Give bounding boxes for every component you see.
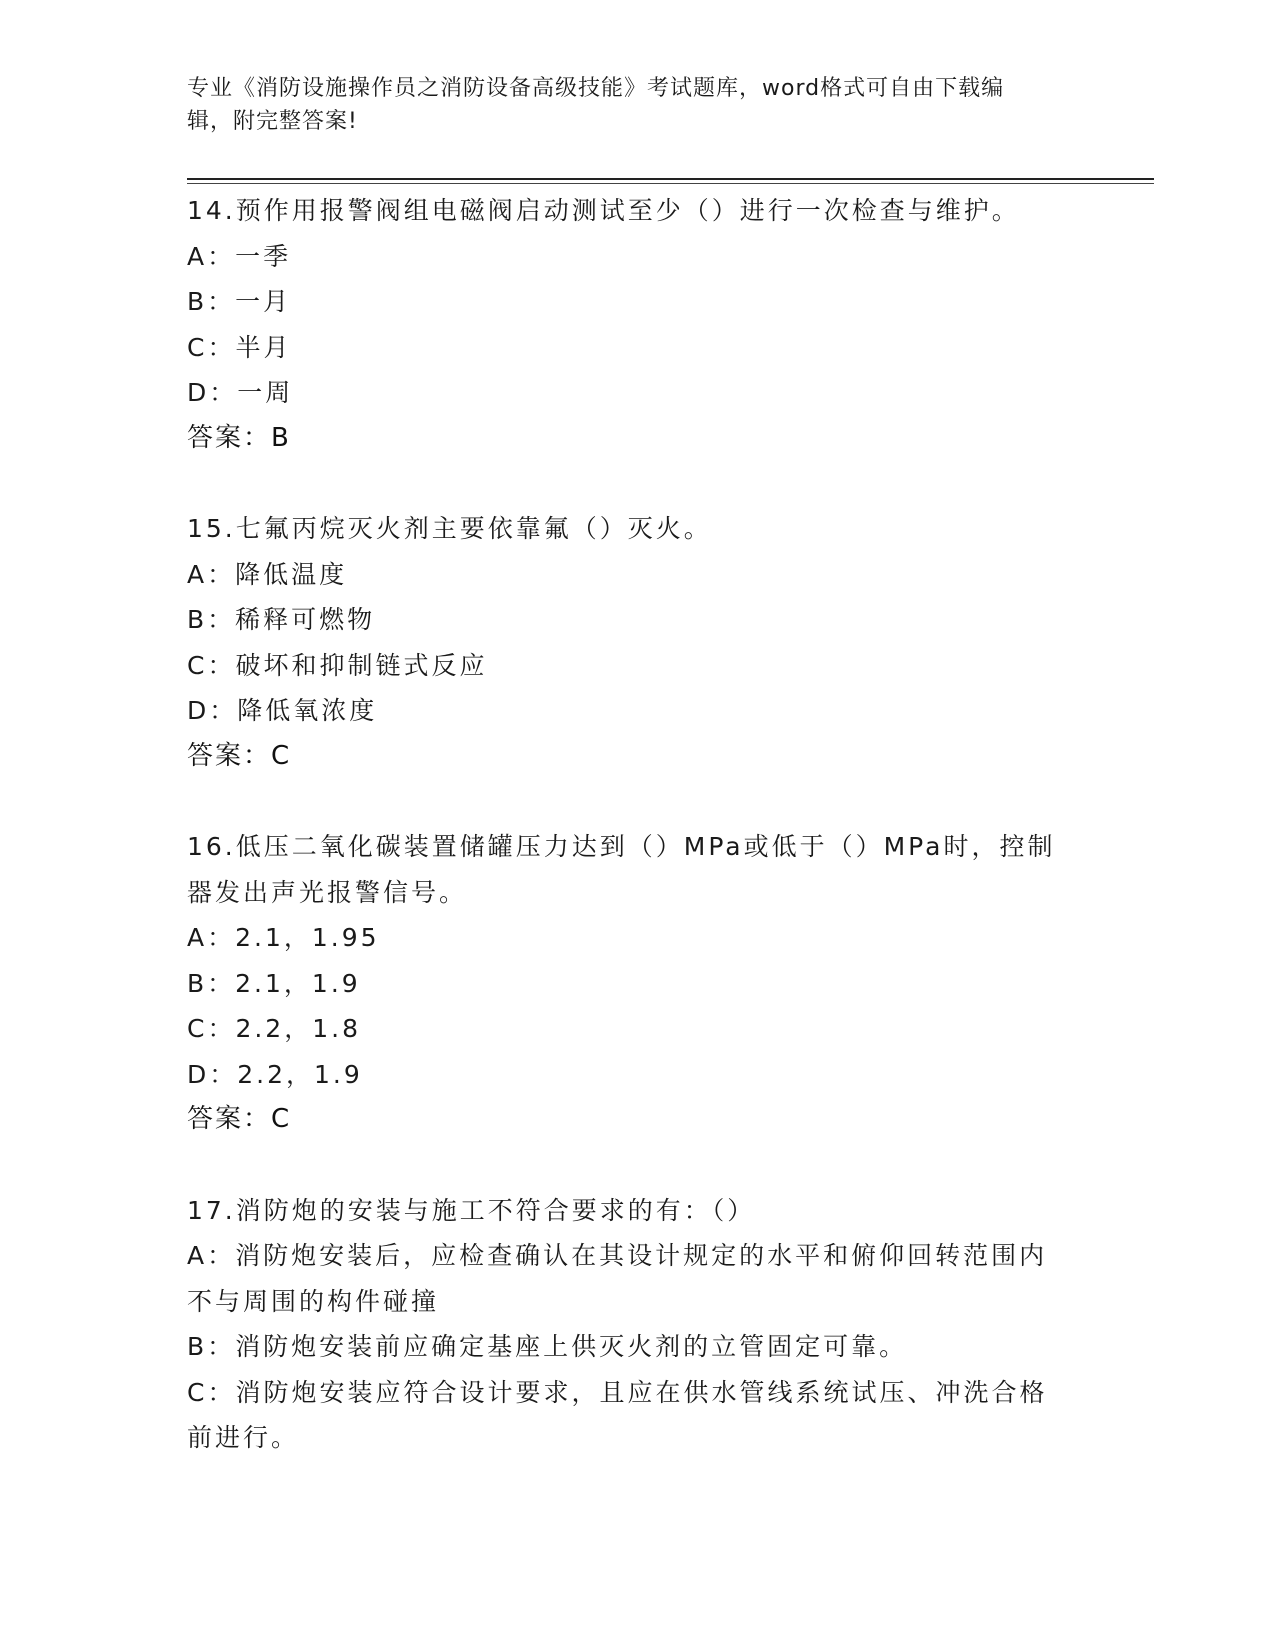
option-d: D：一周 [187,378,294,407]
question-stem: 15.七氟丙烷灭火剂主要依靠氟（）灭火。 [187,514,712,543]
option-d: D：2.2，1.9 [187,1059,363,1089]
option-b: B：2.1，1.9 [187,968,361,998]
answer-line: 答案：C [187,1104,292,1134]
option-b: B：一月 [187,287,292,316]
question-14 [187,188,1107,461]
option-c: C：半月 [187,332,292,362]
question-list [187,188,1107,1461]
header-line-2: 辑，附完整答案! [187,109,358,134]
question-16 [187,824,1107,1143]
option-c-line-2: 前进行。 [187,1423,300,1452]
option-b: B：消防炮安装前应确定基座上供灭火剂的立管固定可靠。 [187,1332,908,1361]
document-header [187,72,1087,138]
question-stem-line-2: 器发出声光报警信号。 [187,877,468,907]
option-a-line-2: 不与周围的构件碰撞 [187,1286,440,1316]
option-a: A：降低温度 [187,559,348,589]
header-line-1: 专业《消防设施操作员之消防设备高级技能》考试题库，word格式可自由下载编 [187,76,1005,101]
option-c-line-1: C：消防炮安装应符合设计要求，且应在供水管线系统试压、冲洗合格 [187,1377,1048,1407]
option-c: C：2.2，1.8 [187,1014,361,1043]
question-stem-line-1: 16.低压二氧化碳装置储罐压力达到（）MPa或低于（）MPa时，控制 [187,832,1056,861]
question-stem: 17.消防炮的安装与施工不符合要求的有：（） [187,1195,756,1225]
answer-line: 答案：B [187,422,291,453]
question-15 [187,506,1107,779]
option-b: B：稀释可燃物 [187,605,376,634]
option-a-line-1: A：消防炮安装后，应检查确认在其设计规定的水平和俯仰回转范围内 [187,1241,1048,1270]
question-17 [187,1188,1107,1461]
option-a: A：一季 [187,241,292,271]
header-divider-thin [187,183,1154,184]
header-divider-thick [187,178,1154,180]
option-a: A：2.1，1.95 [187,923,380,952]
question-stem: 14.预作用报警阀组电磁阀启动测试至少（）进行一次检查与维护。 [187,196,1020,225]
option-d: D：降低氧浓度 [187,696,378,725]
option-c: C：破坏和抑制链式反应 [187,650,488,680]
answer-line: 答案：C [187,740,292,771]
